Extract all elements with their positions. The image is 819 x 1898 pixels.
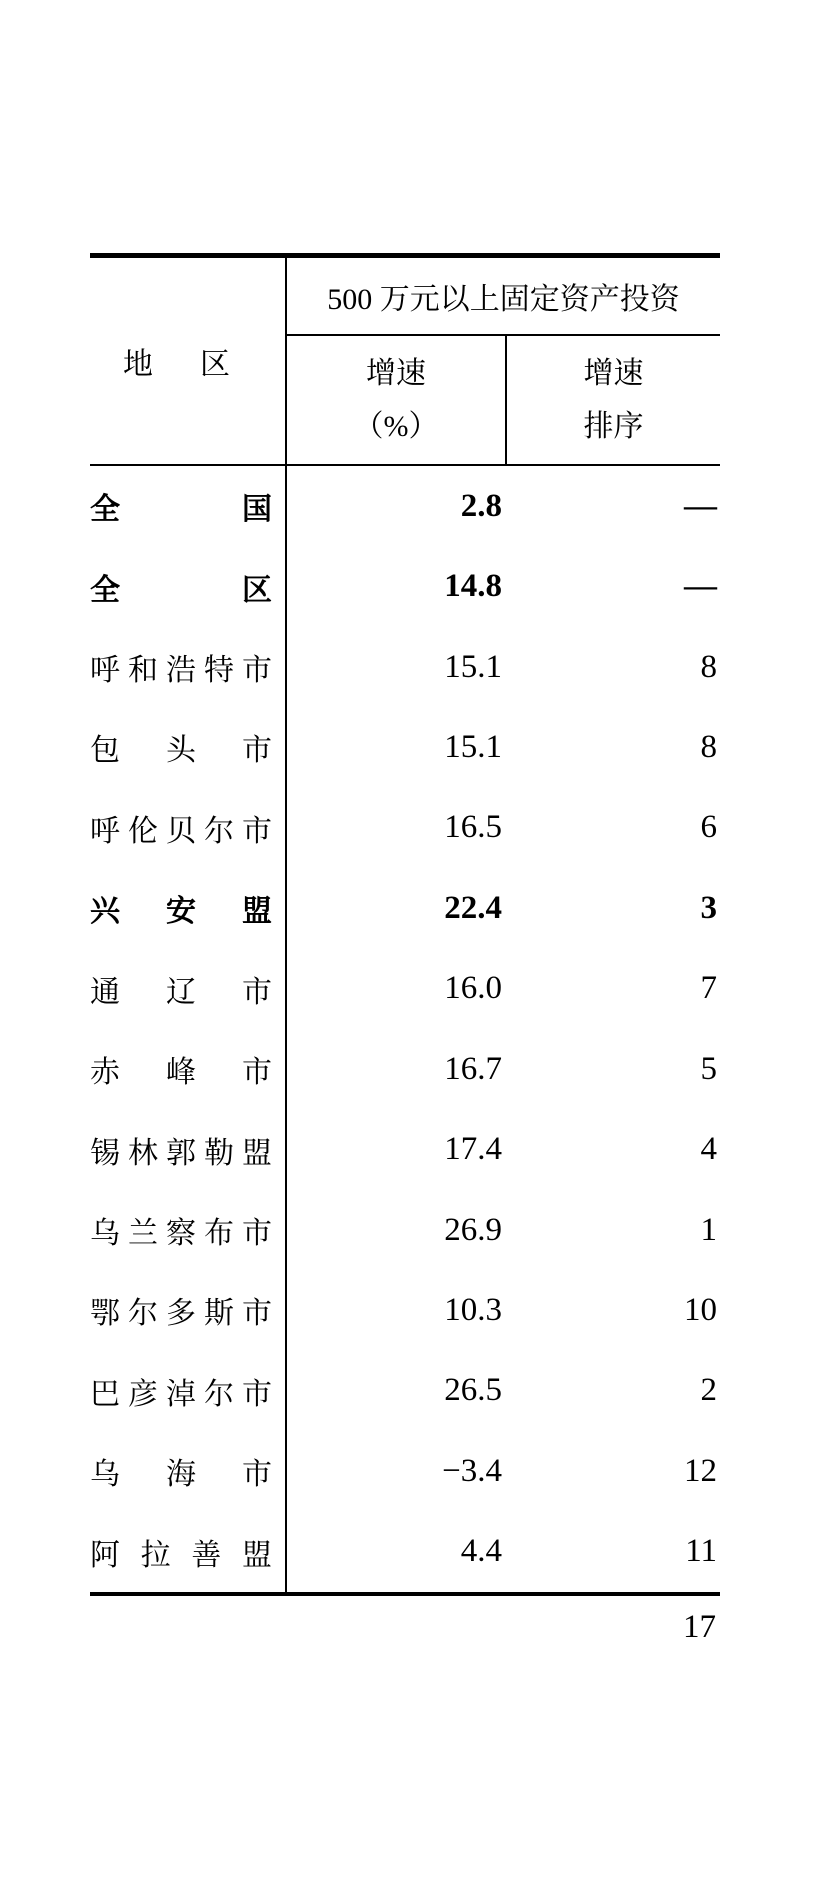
region-name [90, 886, 272, 930]
table-row [90, 1351, 720, 1431]
region-cell [90, 707, 287, 787]
char: 市 [242, 1217, 272, 1250]
rank-header-line1: 增速 [583, 357, 644, 390]
char: 全 [90, 573, 120, 607]
char: 全 [90, 493, 120, 527]
rank-value: — [684, 487, 717, 524]
char: 伦 [128, 814, 158, 848]
growth-value: 22.4 [444, 889, 502, 926]
char: 多 [166, 1297, 196, 1331]
region-name [90, 1128, 272, 1172]
growth-header-line2: （%） [353, 410, 439, 443]
growth-value: 16.0 [444, 970, 502, 1007]
region-cell [90, 868, 287, 948]
char: 尔 [204, 814, 234, 848]
region-name [90, 967, 272, 1011]
region-name [90, 484, 272, 528]
region-name [90, 806, 272, 850]
char: 勒 [204, 1136, 234, 1170]
region-name [90, 1208, 272, 1252]
region-column-header-cell [90, 258, 287, 464]
region-name [90, 1047, 272, 1091]
char: 市 [242, 1297, 272, 1331]
growth-value: 26.9 [444, 1211, 502, 1248]
region-name [90, 1369, 272, 1413]
rank-value: — [684, 568, 717, 605]
region-name [90, 725, 272, 769]
char: 巴 [90, 1377, 120, 1411]
region-name [90, 1288, 272, 1332]
rank-value: 6 [700, 809, 717, 846]
char: 赤 [90, 1056, 120, 1090]
growth-value: 26.5 [444, 1372, 502, 1409]
rank-column-header-cell [507, 336, 720, 464]
growth-value: 10.3 [444, 1291, 502, 1328]
region-cell [90, 1190, 287, 1270]
table-row [90, 1431, 720, 1511]
char: 乌 [90, 1458, 120, 1492]
region-name [90, 645, 272, 689]
investment-header-group [287, 258, 720, 464]
region-name [90, 565, 272, 609]
region-cell [90, 949, 287, 1029]
region-cell [90, 1029, 287, 1109]
rank-value: 12 [684, 1452, 717, 1489]
rank-value: 11 [685, 1533, 717, 1570]
sub-header-row [287, 336, 720, 464]
char: 包 [90, 734, 120, 768]
char: 察 [166, 1217, 196, 1250]
char: 郭 [166, 1136, 196, 1170]
region-cell [90, 1431, 287, 1511]
region-cell [90, 1270, 287, 1350]
rank-value: 5 [700, 1050, 717, 1087]
char: 浩 [166, 654, 196, 688]
char: 尔 [128, 1297, 158, 1331]
growth-value: 17.4 [444, 1131, 502, 1168]
table-row [90, 868, 720, 948]
char: 呼 [90, 654, 120, 688]
char: 区 [242, 573, 272, 607]
char: 市 [242, 1056, 272, 1090]
rank-value: 1 [700, 1211, 717, 1248]
rank-value: 2 [700, 1372, 717, 1409]
growth-column-header-cell [287, 336, 507, 464]
table-row [90, 707, 720, 787]
char: 锡 [90, 1136, 120, 1170]
char: 拉 [140, 1538, 171, 1572]
growth-value: 16.5 [444, 809, 502, 846]
char: 通 [90, 975, 120, 1009]
char: 尔 [204, 1377, 234, 1411]
char: 盟 [241, 1538, 272, 1572]
table-row [90, 1029, 720, 1109]
growth-header-line1: 增速 [366, 357, 426, 390]
char: 安 [166, 895, 196, 929]
growth-value: 14.8 [444, 568, 502, 605]
region-cell [90, 466, 287, 546]
char: 地 [123, 348, 153, 381]
table-row [90, 788, 720, 868]
char: 斯 [204, 1297, 234, 1331]
char: 头 [166, 734, 196, 768]
char: 林 [128, 1136, 158, 1170]
span-header: 500 万元以上固定资产投资 [287, 258, 720, 336]
char: 兰 [128, 1217, 158, 1250]
char: 辽 [166, 975, 196, 1009]
rank-value: 7 [700, 970, 717, 1007]
region-cell [90, 1351, 287, 1431]
growth-value: 15.1 [444, 728, 502, 765]
table-row [90, 1190, 720, 1270]
char: 峰 [166, 1056, 196, 1090]
region-name [90, 1449, 272, 1493]
char: 特 [204, 654, 234, 688]
char: 市 [242, 734, 272, 768]
char: 市 [242, 654, 272, 688]
growth-value: 2.8 [460, 487, 502, 524]
char: 淖 [166, 1377, 196, 1411]
char: 善 [191, 1538, 222, 1572]
growth-value: 4.4 [460, 1533, 502, 1570]
char: 盟 [242, 895, 272, 929]
char: 市 [242, 975, 272, 1009]
char: 彦 [128, 1377, 158, 1411]
page-number: 17 [683, 1609, 716, 1645]
investment-table [90, 253, 720, 1596]
table-row [90, 627, 720, 707]
char: 市 [242, 814, 272, 848]
table-header [90, 258, 720, 466]
char: 布 [204, 1217, 234, 1250]
region-cell [90, 1511, 287, 1591]
rank-value: 10 [684, 1291, 717, 1328]
char: 贝 [166, 814, 196, 848]
char: 鄂 [90, 1297, 120, 1331]
char: 阿 [90, 1538, 120, 1572]
table-row [90, 1270, 720, 1350]
rank-value: 3 [700, 889, 717, 926]
growth-value: −3.4 [442, 1452, 502, 1489]
char: 市 [242, 1377, 272, 1411]
rank-value: 8 [700, 728, 717, 765]
table-row [90, 1511, 720, 1591]
char: 呼 [90, 814, 120, 848]
char: 兴 [90, 895, 120, 929]
char: 乌 [90, 1217, 120, 1250]
region-cell [90, 627, 287, 707]
char: 盟 [242, 1136, 272, 1170]
table-row [90, 466, 720, 546]
growth-value: 15.1 [444, 648, 502, 685]
region-cell [90, 788, 287, 868]
region-cell [90, 1109, 287, 1189]
region-name [90, 1530, 272, 1574]
char: 区 [200, 348, 230, 381]
region-cell [90, 546, 287, 626]
rank-value: 4 [700, 1131, 717, 1168]
char: 和 [128, 654, 158, 688]
growth-value: 16.7 [444, 1050, 502, 1087]
char: 海 [166, 1458, 196, 1492]
table-body [90, 466, 720, 1592]
region-column-header [123, 339, 230, 383]
rank-header-line2: 排序 [583, 410, 644, 443]
table-row [90, 1109, 720, 1189]
char: 市 [242, 1458, 272, 1492]
char: 国 [242, 493, 272, 527]
rank-value: 8 [700, 648, 717, 685]
table-row [90, 546, 720, 626]
table-row [90, 949, 720, 1029]
